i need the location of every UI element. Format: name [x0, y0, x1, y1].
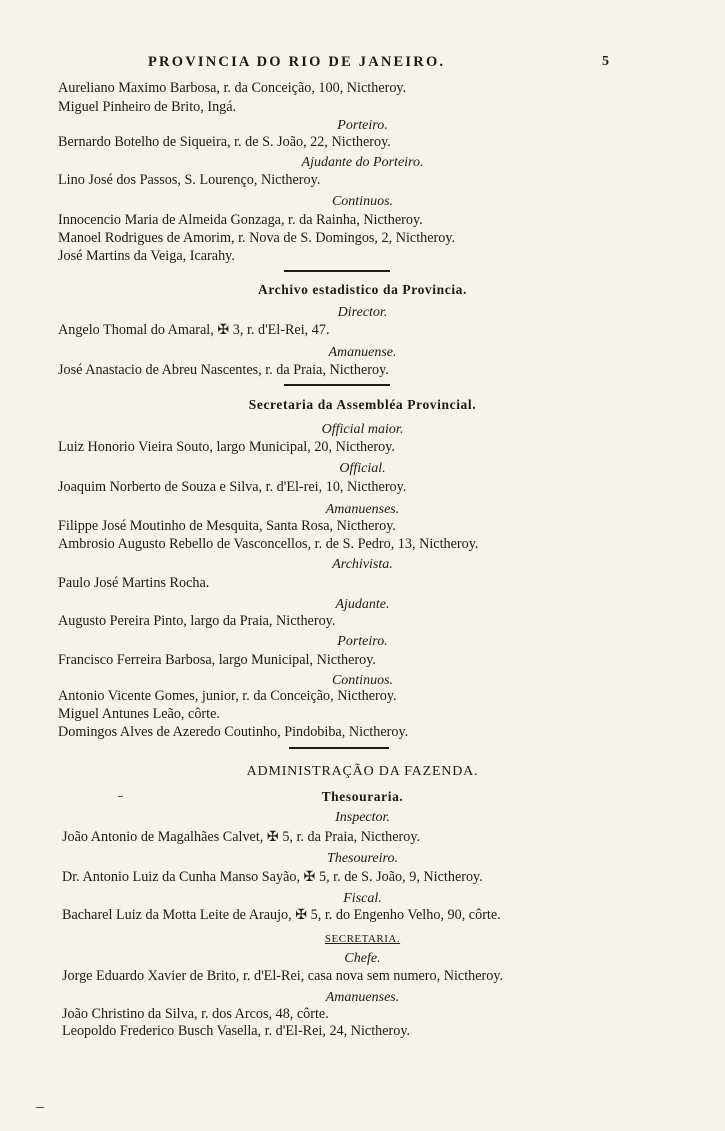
post-title: Ajudante.	[335, 597, 390, 612]
entry-line: Jorge Eduardo Xavier de Brito, r. d'El-Rei, casa nova sem numero, Nictheroy.	[62, 968, 504, 984]
stray-mark	[118, 796, 123, 797]
section-heading: Archivo estadistico da Provincia.	[257, 282, 468, 297]
entry-line: José Anastacio de Abreu Nascentes, r. da Praia, Nictheroy.	[58, 362, 389, 378]
entry-line: Angelo Thomal do Amaral, ✠ 3, r. d'El-Rei, 47.	[58, 322, 330, 338]
post-title: Porteiro.	[337, 634, 388, 649]
entry-line: José Martins da Veiga, Icarahy.	[58, 248, 235, 264]
post-title: Ajudante do Porteiro.	[301, 155, 424, 170]
post-title: Amanuense.	[328, 345, 397, 360]
stray-mark	[36, 1107, 44, 1108]
section-heading: Thesouraria.	[321, 789, 404, 804]
section-heading: Secretaria da Assembléa Provincial.	[248, 397, 477, 412]
page-number: 5	[602, 54, 609, 69]
subsection-heading: SECRETARIA.	[324, 933, 401, 945]
section-rule	[289, 747, 389, 749]
post-title: Inspector.	[335, 810, 390, 825]
major-heading: ADMINISTRAÇÃO DA FAZENDA.	[246, 764, 479, 779]
post-title: Continuos.	[331, 673, 394, 688]
post-title: Fiscal.	[343, 891, 382, 906]
entry-line: João Antonio de Magalhães Calvet, ✠ 5, r. da Praia, Nictheroy.	[62, 829, 421, 845]
post-title: Continuos.	[331, 194, 394, 209]
entry-line: Paulo José Martins Rocha.	[58, 575, 210, 591]
entry-line: Miguel Antunes Leão, côrte.	[58, 706, 220, 722]
post-title: Official maior.	[321, 422, 404, 437]
entry-line: Augusto Pereira Pinto, largo da Praia, Nictheroy.	[58, 613, 336, 629]
post-title: Porteiro.	[337, 118, 388, 133]
post-title: Director.	[337, 305, 388, 320]
entry-line: Bacharel Luiz da Motta Leite de Araujo, ✠ 5, r. do Engenho Velho, 90, côrte.	[62, 907, 501, 923]
entry-line: Domingos Alves de Azeredo Coutinho, Pindobiba, Nictheroy.	[58, 724, 409, 740]
entry-line: Joaquim Norberto de Souza e Silva, r. d'El-rei, 10, Nictheroy.	[58, 479, 407, 495]
section-rule	[284, 384, 390, 386]
entry-line: Francisco Ferreira Barbosa, largo Municipal, Nictheroy.	[58, 652, 376, 668]
entry-line: Ambrosio Augusto Rebello de Vasconcellos, r. de S. Pedro, 13, Nictheroy.	[58, 536, 479, 552]
entry-line: Aureliano Maximo Barbosa, r. da Conceição, 100, Nictheroy.	[58, 80, 407, 96]
entry-line: Miguel Pinheiro de Brito, Ingá.	[58, 99, 237, 115]
entry-line: Dr. Antonio Luiz da Cunha Manso Sayão, ✠ 5, r. de S. João, 9, Nictheroy.	[62, 869, 483, 885]
post-title: Official.	[339, 461, 386, 476]
entry-line: Innocencio Maria de Almeida Gonzaga, r. da Rainha, Nictheroy.	[58, 212, 423, 228]
running-title: PROVINCIA DO RIO DE JANEIRO.	[148, 54, 446, 70]
entry-line: Antonio Vicente Gomes, junior, r. da Conceição, Nictheroy.	[58, 688, 397, 704]
entry-line: Leopoldo Frederico Busch Vasella, r. d'El-Rei, 24, Nictheroy.	[62, 1023, 411, 1039]
section-rule	[284, 270, 390, 272]
entry-line: Bernardo Botelho de Siqueira, r. de S. João, 22, Nictheroy.	[58, 134, 391, 150]
post-title: Thesoureiro.	[327, 851, 398, 866]
post-title: Amanuenses.	[325, 990, 400, 1005]
post-title: Archivista.	[332, 557, 393, 572]
post-title: Chefe.	[344, 951, 381, 966]
post-title: Amanuenses.	[325, 502, 400, 517]
entry-line: Filippe José Moutinho de Mesquita, Santa Rosa, Nictheroy.	[58, 518, 396, 534]
page-header	[0, 54, 725, 76]
entry-line: Lino José dos Passos, S. Lourenço, Nictheroy.	[58, 172, 321, 188]
entry-line: Luiz Honorio Vieira Souto, largo Municipal, 20, Nictheroy.	[58, 439, 395, 455]
entry-line: Manoel Rodrigues de Amorim, r. Nova de S. Domingos, 2, Nictheroy.	[58, 230, 456, 246]
entry-line: João Christino da Silva, r. dos Arcos, 48, côrte.	[62, 1006, 329, 1022]
